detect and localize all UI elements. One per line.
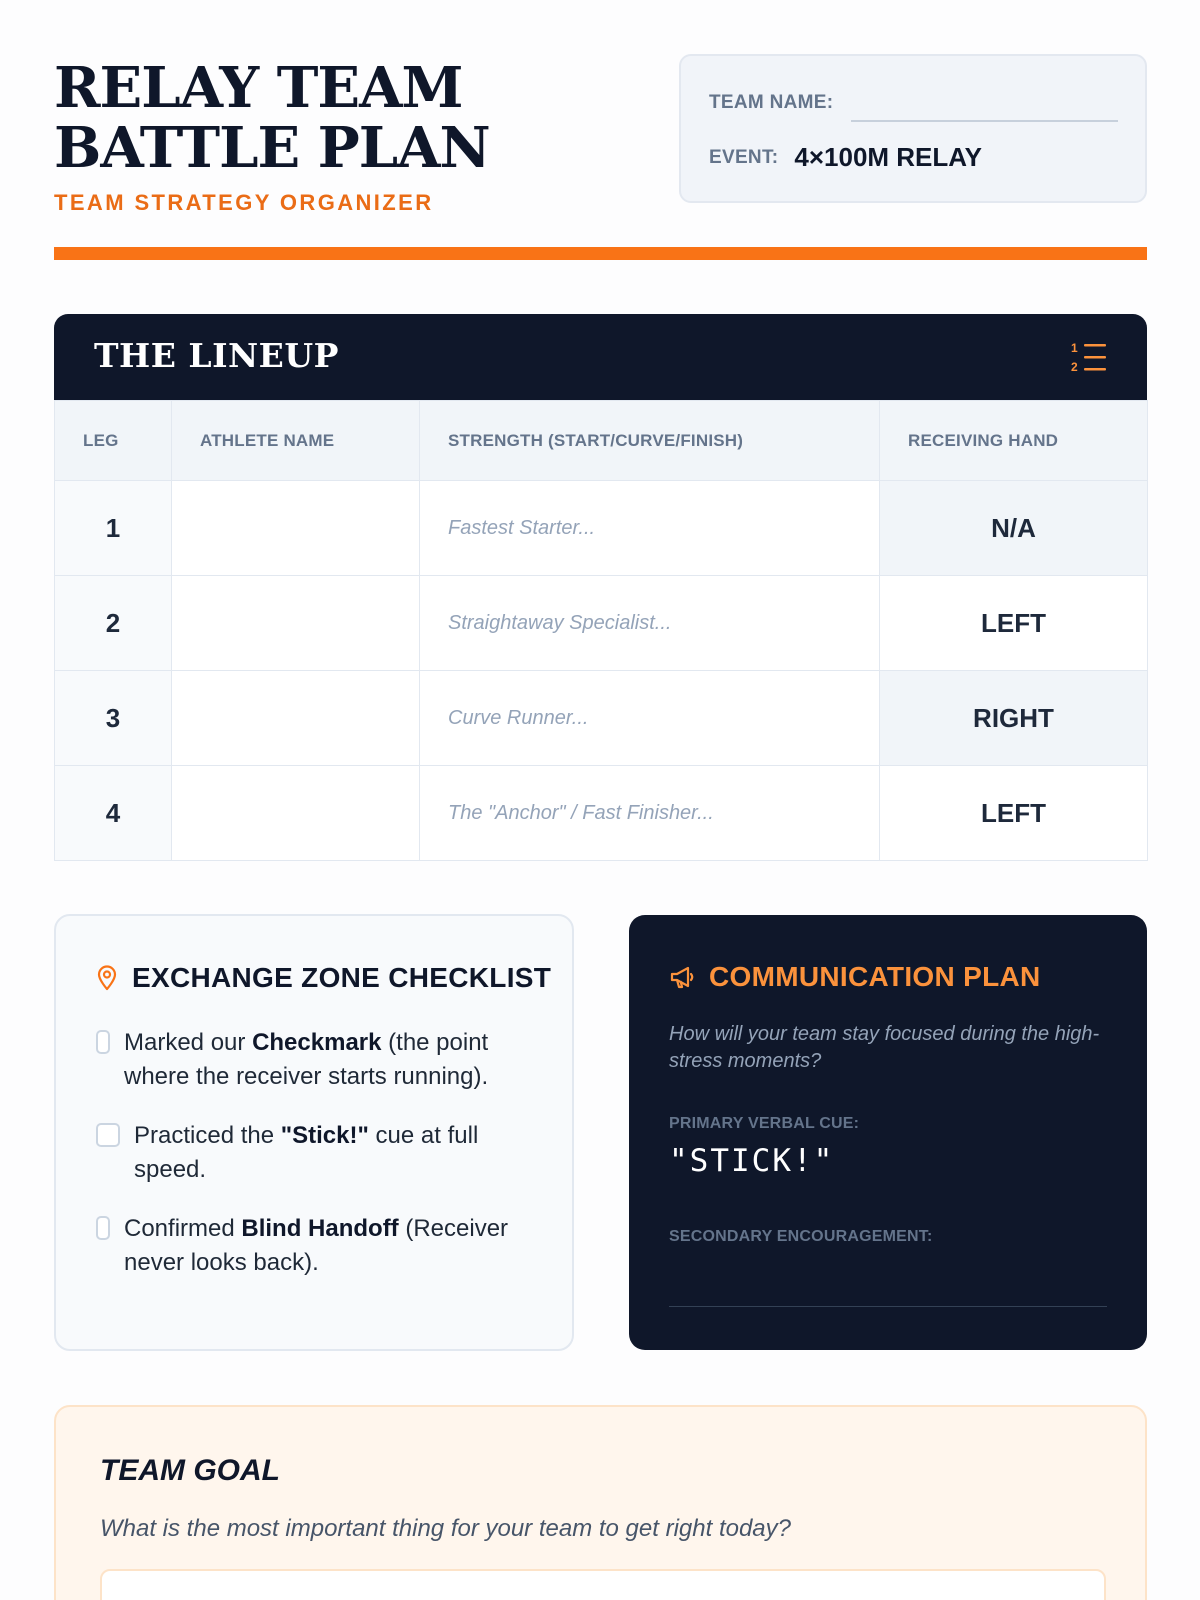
secondary-encouragement-field[interactable] [669,1306,1107,1307]
title-line-1: RELAY TEAM [54,55,463,121]
checklist-item [96,1119,516,1187]
lineup-table [54,400,1148,861]
event-label: EVENT: [709,146,779,168]
table-row [55,671,1148,766]
checklist-item [96,1212,536,1280]
page-title [54,55,614,181]
table-header-row [55,401,1148,481]
team-name-field[interactable] [851,120,1118,122]
team-name-row [709,92,833,114]
checklist-item-text: Marked our Checkmark (the point where the receiver starts running). [124,1029,489,1090]
column-header-hand: RECEIVING HAND [880,401,1148,481]
header-divider [54,247,1147,260]
checkbox[interactable] [96,1123,120,1147]
table-row [55,766,1148,861]
title-line-2: BATTLE PLAN [54,115,490,181]
primary-cue-label: PRIMARY VERBAL CUE: [669,1115,860,1132]
athlete-name-cell[interactable] [172,576,420,671]
communication-title: COMMUNICATION PLAN [709,961,1041,992]
header [54,0,1147,262]
strength-cell[interactable]: The "Anchor" / Fast Finisher... [420,766,880,861]
svg-text:1: 1 [1071,341,1078,355]
lineup-header [54,314,1147,400]
team-goal-section [54,1405,1147,1600]
lineup-section [54,314,1147,861]
receiving-hand-cell: LEFT [880,766,1148,861]
table-row [55,576,1148,671]
event-row [709,142,982,173]
team-info-box [679,54,1147,203]
exchange-zone-checklist [54,914,574,1351]
communication-header [669,961,1041,993]
leg-number: 1 [55,481,172,576]
numbered-list-icon [1071,341,1107,375]
receiving-hand-cell: LEFT [880,576,1148,671]
checklist-title: EXCHANGE ZONE CHECKLIST [132,962,552,993]
table-row [55,481,1148,576]
lineup-title: THE LINEUP [94,336,339,375]
page-subtitle: TEAM STRATEGY ORGANIZER [54,190,434,215]
receiving-hand-cell: RIGHT [880,671,1148,766]
column-header-athlete: ATHLETE NAME [172,401,420,481]
checklist-item [96,1026,526,1094]
athlete-name-cell[interactable] [172,481,420,576]
primary-cue-value: "STICK!" [669,1143,835,1179]
team-goal-title: TEAM GOAL [100,1454,280,1487]
leg-number: 4 [55,766,172,861]
leg-number: 2 [55,576,172,671]
team-name-label: TEAM NAME: [709,92,834,113]
event-value: 4×100M RELAY [794,142,983,172]
checkbox[interactable] [96,1030,110,1054]
battle-plan-page [54,0,1147,1542]
checklist-item-text: Confirmed Blind Handoff (Receiver never looks back). [124,1215,509,1276]
megaphone-icon [669,964,695,990]
strength-cell[interactable]: Fastest Starter... [420,481,880,576]
column-header-leg: LEG [55,401,172,481]
communication-plan [629,915,1147,1350]
strength-cell[interactable]: Curve Runner... [420,671,880,766]
map-pin-icon [96,965,118,991]
secondary-encouragement-label: SECONDARY ENCOURAGEMENT: [669,1228,933,1245]
strength-cell[interactable]: Straightaway Specialist... [420,576,880,671]
column-header-strength: STRENGTH (START/CURVE/FINISH) [420,401,880,481]
athlete-name-cell[interactable] [172,671,420,766]
checkbox[interactable] [96,1216,110,1240]
checklist-item-text: Practiced the "Stick!" cue at full speed. [134,1122,479,1183]
receiving-hand-cell: N/A [880,481,1148,576]
team-goal-question: What is the most important thing for your team to get right today? [100,1515,791,1542]
svg-text:2: 2 [1071,360,1078,374]
leg-number: 3 [55,671,172,766]
checklist-header [96,962,551,994]
athlete-name-cell[interactable] [172,766,420,861]
communication-question: How will your team stay focused during the high-stress moments? [669,1023,1100,1072]
team-goal-input[interactable] [100,1569,1106,1600]
